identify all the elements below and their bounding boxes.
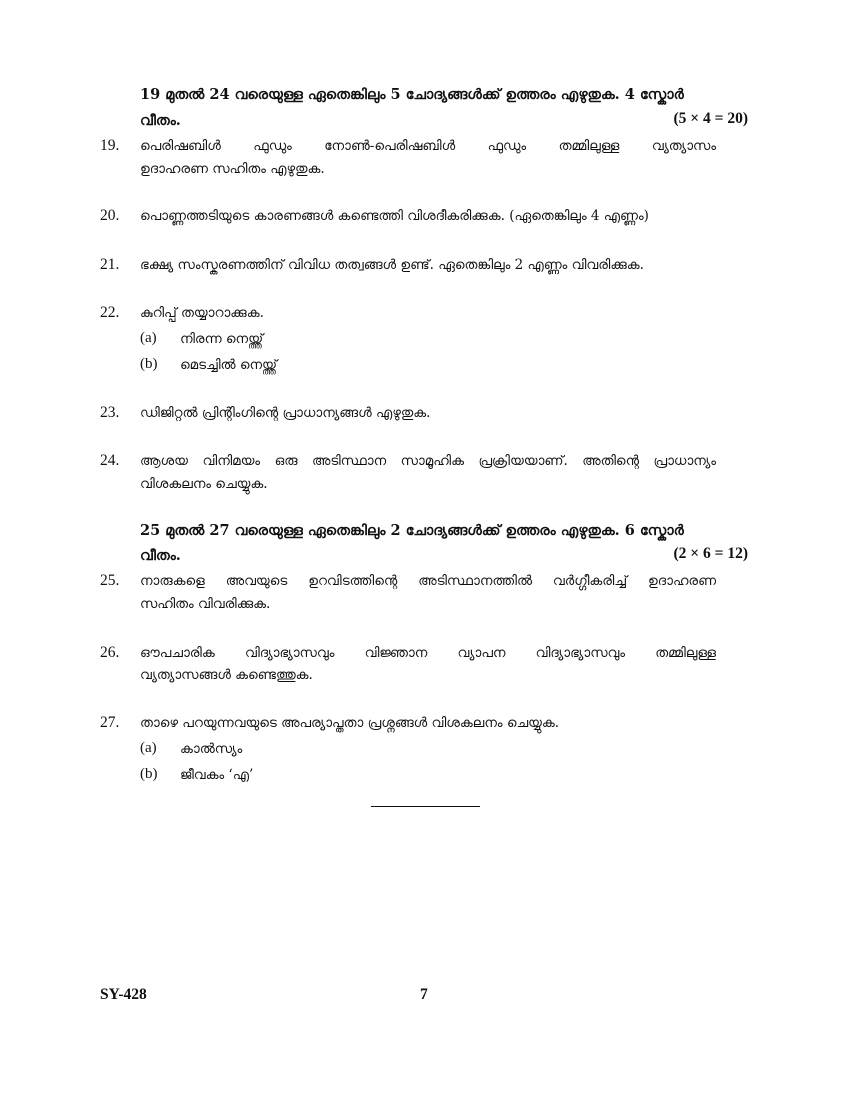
question-number: 23. [100,404,120,421]
question-text: ഔപചാരിക വിദ്യാഭ്യാസവും വിജ്ഞാന വ്യാപന വിദ്യാഭ്യാസവും തമ്മിലുള്ള [140,645,716,661]
question-text-cont: വ്യത്യാസങ്ങൾ കണ്ടെത്തുക. [140,667,313,683]
question-text: നാരുകളെ അവയുടെ ഉറവിടത്തിന്റെ അടിസ്ഥാനത്തിൽ വർഗ്ഗീകരിച്ച് ഉദാഹരണ [140,573,716,589]
question-number: 24. [100,452,120,469]
question-text: പെരിഷബിൾ ഫുഡും നോൺ-പെരിഷബിൾ ഫുഡും തമ്മിലുള്ള വ്യത്യാസം [140,138,716,154]
sub-question-label: (b) [140,766,158,782]
question-number: 25. [100,572,120,589]
question-number: 19. [100,137,120,154]
sub-question-text: മെടച്ചിൽ നെയ്ത്ത് [180,357,278,373]
sub-question-text: ജീവകം ‘എ’ [180,767,254,783]
section-a-instruction: 19 മുതൽ 24 വരെയുള്ള ഏതെങ്കിലും 5 ചോദ്യങ്ങൾക്ക് ഉത്തരം എഴുതുക. 4 സ്കോർ [140,86,684,103]
question-text: ആശയ വിനിമയം ഒരു അടിസ്ഥാന സാമൂഹിക പ്രക്രിയയാണ്. അതിന്റെ പ്രാധാന്യം [140,453,716,469]
sub-question-label: (a) [140,330,157,346]
sub-question-label: (b) [140,356,158,372]
question-text-cont: വിശകലനം ചെയ്യുക. [140,476,268,492]
page-number: 7 [420,986,428,1003]
question-text-cont: സഹിതം വിവരിക്കുക. [140,596,271,612]
question-text: താഴെ പറയുന്നവയുടെ അപര്യാപ്തതാ പ്രശ്നങ്ങൾ വിശകലനം ചെയ്യുക. [140,715,560,731]
question-number: 22. [100,304,120,321]
section-b-marks: (2 × 6 = 12) [673,545,748,562]
question-number: 21. [100,256,120,273]
end-of-questions-rule [371,806,480,807]
question-number: 26. [100,644,120,661]
sub-question-text: നിരന്ന നെയ്ത്ത് [180,331,264,347]
section-a-instruction-cont: വീതം. [140,112,181,129]
question-number: 27. [100,714,120,731]
section-b-instruction: 25 മുതൽ 27 വരെയുള്ള ഏതെങ്കിലും 2 ചോദ്യങ്ങൾക്ക് ഉത്തരം എഴുതുക. 6 സ്കോർ [140,522,684,539]
sub-question-text: കാൽസ്യം [180,741,243,757]
question-text: പൊണ്ണത്തടിയുടെ കാരണങ്ങൾ കണ്ടെത്തി വിശദീകരിക്കുക. (ഏതെങ്കിലും 4 എണ്ണം) [140,208,649,224]
sub-question-label: (a) [140,740,157,756]
question-text: കുറിപ്പ് തയ്യാറാക്കുക. [140,305,264,321]
section-a-marks: (5 × 4 = 20) [673,110,748,127]
question-number: 20. [100,207,120,224]
section-b-instruction-cont: വീതം. [140,547,181,564]
question-text: ഭക്ഷ്യ സംസ്കരണത്തിന് വിവിധ തത്വങ്ങൾ ഉണ്ട്. ഏതെങ്കിലും 2 എണ്ണം വിവരിക്കുക. [140,257,644,273]
question-text-cont: ഉദാഹരണ സഹിതം എഴുതുക. [140,161,325,177]
question-text: ഡിജിറ്റൽ പ്രിന്റിംഗിന്റെ പ്രാധാന്യങ്ങൾ എഴുതുക. [140,405,431,421]
paper-code: SY-428 [100,986,147,1003]
